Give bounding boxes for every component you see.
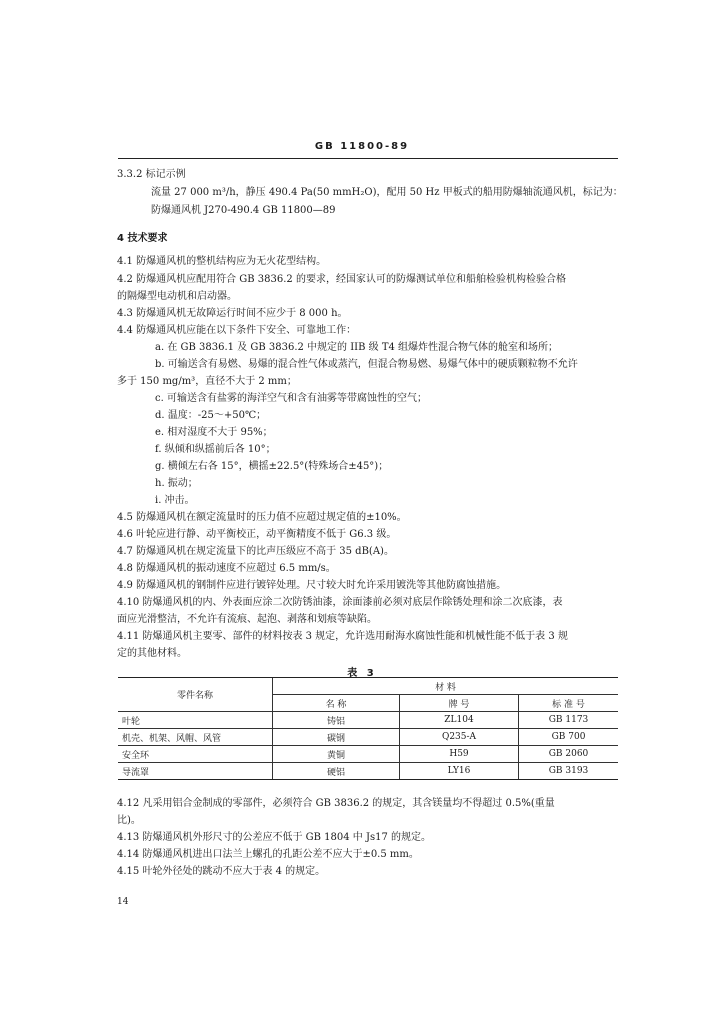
material-grade-cell: ZL104 — [400, 712, 519, 729]
clause-4-11-line1: 4.11 防爆通风机主要零、部件的材料按表 3 规定，允许选用耐海水腐蚀性能和机械性能不低于表 3 规 — [117, 631, 568, 642]
part-cell: 安全环 — [118, 746, 273, 763]
col-part-header: 零件名称 — [118, 678, 273, 712]
table-row — [118, 729, 618, 746]
clause-4-11-line2: 定的其他材料。 — [117, 648, 187, 659]
standard-cell: GB 2060 — [519, 746, 619, 763]
clause-4-7: 4.7 防爆通风机在规定流量下的比声压级应不高于 35 dB(A)。 — [117, 546, 394, 557]
col-material-header: 材 料 — [273, 678, 619, 695]
material-name-cell: 碳钢 — [273, 729, 400, 746]
table-3-caption: 表 3 — [347, 668, 377, 679]
clause-4-3: 4.3 防爆通风机无故障运行时间不应少于 8 000 h。 — [117, 308, 348, 319]
material-name-cell: 黄铜 — [273, 746, 400, 763]
col-std-header: 标 准 号 — [519, 695, 619, 712]
page-header: GB 11800-89 — [314, 141, 410, 152]
header-rule — [118, 158, 618, 159]
section-4-title: 4 技术要求 — [117, 233, 168, 244]
clause-4-15: 4.15 叶轮外径处的跳动不应大于表 4 的规定。 — [117, 866, 326, 877]
table-3 — [118, 677, 618, 780]
part-cell: 叶轮 — [118, 712, 273, 729]
table-row — [118, 746, 618, 763]
clause-4-4-f: f. 纵倾和纵摇前后各 10°； — [155, 444, 276, 455]
clause-4-4-i: i. 冲击。 — [155, 495, 195, 506]
clause-4-4-b-line1: b. 可输送含有易燃、易爆的混合性气体或蒸汽，但混合物易燃、易爆气体中的硬质颗粒物不允许 — [155, 359, 578, 370]
clause-4-4: 4.4 防爆通风机应能在以下条件下安全、可靠地工作： — [117, 325, 357, 336]
part-cell: 机壳、机架、风帽、风管 — [118, 729, 273, 746]
material-name-cell: 硬铝 — [273, 763, 400, 780]
clause-4-8: 4.8 防爆通风机的振动速度不应超过 6.5 mm/s。 — [117, 563, 336, 574]
clause-4-4-g: g. 横倾左右各 15°，横摇±22.5°(特殊场合±45°)； — [155, 461, 389, 472]
clause-4-12-line1: 4.12 凡采用铝合金制成的零部件，必须符合 GB 3836.2 的规定，其含镁量均不得超过 0.5%(重量 — [117, 798, 555, 809]
clause-4-4-e: e. 相对湿度不大于 95%； — [155, 427, 273, 438]
clause-4-6: 4.6 叶轮应进行静、动平衡校正，动平衡精度不低于 G6.3 级。 — [117, 529, 397, 540]
clause-4-4-b-line2: 多于 150 mg/m³，直径不大于 2 mm； — [117, 376, 297, 387]
table-row — [118, 712, 618, 729]
standard-cell: GB 700 — [519, 729, 619, 746]
clause-4-13: 4.13 防爆通风机外形尺寸的公差应不低于 GB 1804 中 Js17 的规定。 — [117, 832, 431, 843]
clause-4-2-line2: 的隔爆型电动机和启动器。 — [117, 291, 237, 302]
section-332-line2: 防爆通风机 J270-490.4 GB 11800—89 — [151, 205, 336, 216]
clause-4-4-d: d. 温度：-25～+50℃； — [155, 410, 267, 421]
clause-4-10-line1: 4.10 防爆通风机的内、外表面应涂二次防锈油漆，涂面漆前必须对底层作除锈处理和涂二次底漆，表 — [117, 597, 563, 608]
section-332-title: 3.3.2 标记示例 — [117, 169, 186, 180]
clause-4-9: 4.9 防爆通风机的钢制件应进行镀锌处理。尺寸较大时允许采用镀洗等其他防腐蚀措施。 — [117, 580, 507, 591]
clause-4-4-a: a. 在 GB 3836.1 及 GB 3836.2 中规定的 IIB 级 T4 组爆炸性混合物气体的舱室和场所； — [155, 342, 559, 353]
clause-4-12-line2: 比)。 — [117, 815, 141, 826]
material-name-cell: 铸铝 — [273, 712, 400, 729]
clause-4-14: 4.14 防爆通风机进出口法兰上螺孔的孔距公差不应大于±0.5 mm。 — [117, 849, 419, 860]
standard-cell: GB 3193 — [519, 763, 619, 780]
table-row — [118, 763, 618, 780]
clause-4-2-line1: 4.2 防爆通风机应配用符合 GB 3836.2 的要求，经国家认可的防爆测试单位和船舶检验机构检验合格 — [117, 274, 566, 285]
material-grade-cell: H59 — [400, 746, 519, 763]
standard-cell: GB 1173 — [519, 712, 619, 729]
clause-4-4-h: h. 振动； — [155, 478, 198, 489]
material-grade-cell: Q235-A — [400, 729, 519, 746]
page-number: 14 — [117, 897, 129, 907]
col-name-header: 名 称 — [273, 695, 400, 712]
part-cell: 导流罩 — [118, 763, 273, 780]
clause-4-5: 4.5 防爆通风机在额定流量时的压力值不应超过规定值的±10%。 — [117, 512, 407, 523]
col-grade-header: 牌 号 — [400, 695, 519, 712]
clause-4-10-line2: 面应光滑整洁，不允许有流痕、起泡、剥落和划痕等缺陷。 — [117, 614, 377, 625]
material-grade-cell: LY16 — [400, 763, 519, 780]
section-332-line1: 流量 27 000 m³/h，静压 490.4 Pa(50 mmH₂O)，配用 50 Hz 甲板式的船用防爆轴流通风机，标记为： — [151, 187, 623, 198]
clause-4-1: 4.1 防爆通风机的整机结构应为无火花型结构。 — [117, 256, 327, 267]
clause-4-4-c: c. 可输送含有盐雾的海洋空气和含有油雾等带腐蚀性的空气； — [155, 393, 427, 404]
